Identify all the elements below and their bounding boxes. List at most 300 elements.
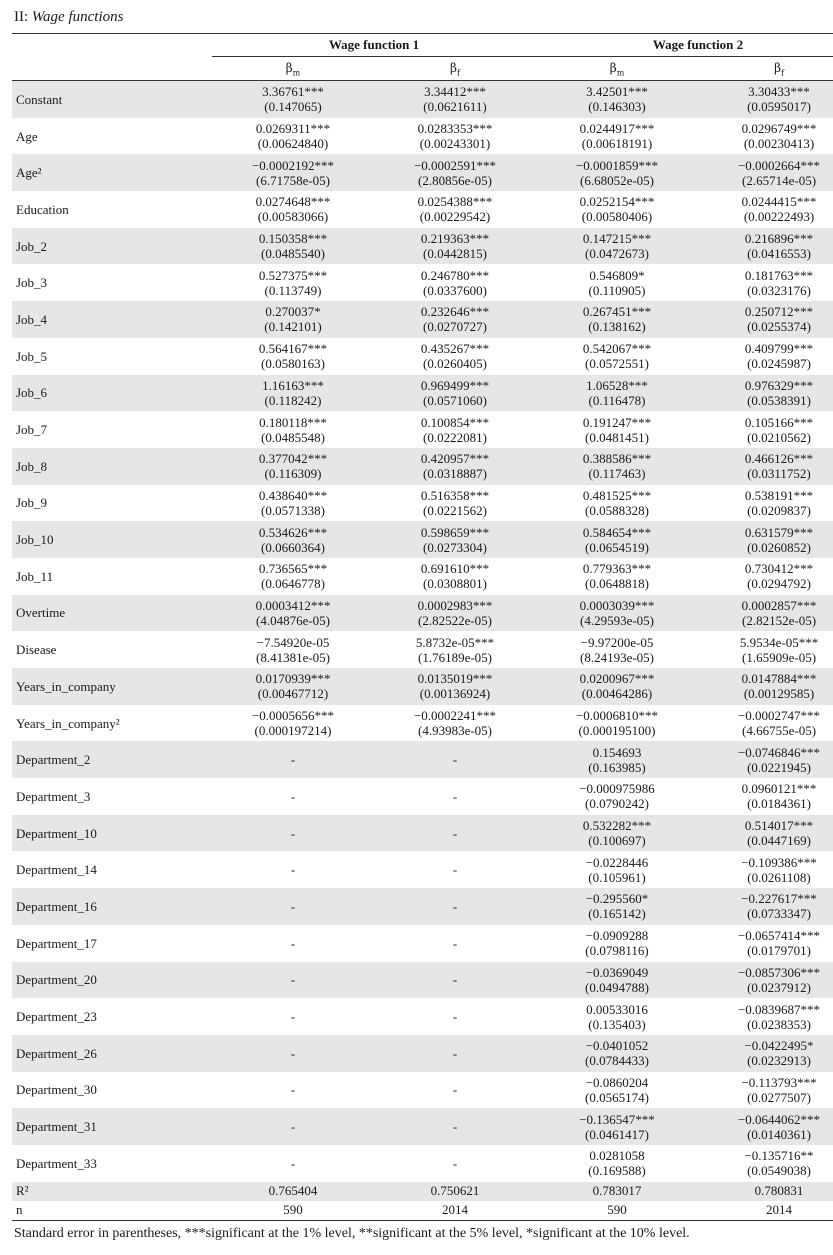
coefficient-cell <box>374 1035 536 1072</box>
coefficient-cell <box>374 118 536 155</box>
coefficient-cell <box>374 521 536 558</box>
coefficient-value: 0.736565*** <box>258 561 328 577</box>
standard-error-value: (0.00229542) <box>419 209 491 225</box>
coefficient-value: 0.409799*** <box>744 341 814 357</box>
coefficient-value: −0.0644062*** <box>737 1111 821 1127</box>
coefficient-value: −0.000975986 <box>579 781 655 797</box>
standard-error-value: (0.0442815) <box>423 246 487 262</box>
coefficient-value: 0.0002983*** <box>417 597 493 613</box>
coefficient-cell <box>212 888 374 925</box>
row-label: Education <box>16 201 69 217</box>
row-label: Department_31 <box>12 1108 212 1145</box>
coefficient-cell <box>374 191 536 228</box>
coefficient-cell <box>212 1072 374 1109</box>
coefficient-value: - <box>290 788 296 804</box>
standard-error-value: (0.0549038) <box>747 1163 811 1179</box>
caption-number: II: <box>14 9 29 25</box>
beta-header: $\beta_m$ <box>285 60 301 78</box>
standard-error-value: (0.0784433) <box>585 1053 649 1069</box>
standard-error-value: (0.0294792) <box>747 576 811 592</box>
stats-row <box>12 1201 833 1221</box>
coefficient-cell <box>698 448 833 485</box>
coefficient-cell <box>374 411 536 448</box>
standard-error-value: (0.0318887) <box>423 466 487 482</box>
standard-error-value: (0.00618191) <box>581 136 653 152</box>
coefficient-value: −0.0002192*** <box>251 157 335 173</box>
table-row <box>12 338 833 375</box>
coefficient-value: - <box>290 862 296 878</box>
row-label: Department_2 <box>12 741 212 778</box>
row-label: Job_10 <box>12 521 212 558</box>
coefficient-value: 0.0244415*** <box>741 194 817 210</box>
coefficient-cell <box>698 888 833 925</box>
coefficient-cell <box>536 485 698 522</box>
coefficient-value: - <box>452 862 458 878</box>
row-label: Years_in_company <box>12 668 212 705</box>
coefficient-cell <box>698 228 833 265</box>
row-label: Age² <box>12 154 212 191</box>
standard-error-value: (0.0311752) <box>747 466 811 482</box>
coefficient-value: −7.54920e-05 <box>256 634 330 650</box>
coefficient-value: 0.0200967*** <box>579 671 655 687</box>
standard-error-value: (4.04876e-05) <box>255 612 330 628</box>
coefficient-cell <box>698 778 833 815</box>
table-row <box>12 668 833 705</box>
coefficient-cell <box>698 595 833 632</box>
coefficient-value: 0.0960121*** <box>741 781 817 797</box>
coefficient-value: 0.435267*** <box>420 341 490 357</box>
corner-cell-2 <box>12 57 212 81</box>
table-row <box>12 264 833 301</box>
standard-error-value: (0.0245987) <box>747 356 811 372</box>
coefficient-value: - <box>452 788 458 804</box>
coefficient-cell <box>212 705 374 742</box>
coefficient-cell <box>536 668 698 705</box>
standard-error-value: (0.116478) <box>588 392 646 408</box>
coefficient-value: - <box>452 752 458 768</box>
coefficient-cell <box>536 1108 698 1145</box>
coefficient-cell <box>212 925 374 962</box>
coefficient-value: - <box>290 825 296 841</box>
table-row <box>12 485 833 522</box>
coefficient-cell <box>374 558 536 595</box>
standard-error-value: (0.00136924) <box>419 686 491 702</box>
coefficient-value: −0.0228446 <box>585 854 649 870</box>
coefficient-cell <box>212 1108 374 1145</box>
coefficient-value: 0.00533016 <box>586 1001 648 1017</box>
coefficient-value: 0.0252154*** <box>579 194 655 210</box>
row-label: Department_20 <box>12 962 212 999</box>
caption-title: Wage functions <box>31 9 124 25</box>
coefficient-value: 3.34412*** <box>424 84 486 100</box>
table-caption <box>14 9 123 26</box>
stats-value: 590 <box>283 1202 303 1218</box>
standard-error-value: (0.0221945) <box>747 759 811 775</box>
coefficient-value: 0.564167*** <box>258 341 328 357</box>
row-label: Years_in_company² <box>16 715 120 731</box>
row-label: Job_2 <box>12 228 212 265</box>
table-row <box>12 81 833 118</box>
group-header-row <box>12 34 833 57</box>
standard-error-value: (1.76189e-05) <box>418 649 493 665</box>
standard-error-value: (0.135403) <box>588 1016 646 1032</box>
standard-error-value: (0.0270727) <box>423 319 487 335</box>
row-label: Department_30 <box>16 1082 97 1098</box>
table-row <box>12 411 833 448</box>
coefficient-value: 0.180118*** <box>259 414 327 430</box>
table-row <box>12 118 833 155</box>
coefficient-value: - <box>452 1082 458 1098</box>
coefficient-value: 0.466126*** <box>744 451 814 467</box>
row-label: Job_3 <box>16 275 48 291</box>
coefficient-value: −0.0001859*** <box>575 157 659 173</box>
coefficient-cell <box>536 448 698 485</box>
standard-error-value: (0.0273304) <box>423 539 487 555</box>
coefficient-value: −0.0909288 <box>585 928 649 944</box>
coefficient-value: 0.584654*** <box>582 524 652 540</box>
standard-error-value: (1.65909e-05) <box>742 649 817 665</box>
coefficient-value: 1.06528*** <box>586 377 648 393</box>
coefficient-cell <box>698 1108 833 1145</box>
standard-error-value: (0.116309) <box>264 466 322 482</box>
coefficient-value: −0.0860204 <box>585 1074 649 1090</box>
coefficient-cell <box>374 264 536 301</box>
standard-error-value: (0.0179701) <box>747 943 811 959</box>
coefficient-value: 0.0002857*** <box>741 597 817 613</box>
stats-label: n <box>16 1202 23 1218</box>
coefficient-cell <box>698 338 833 375</box>
standard-error-value: (0.138162) <box>588 319 646 335</box>
coefficient-value: −0.0422495* <box>744 1038 814 1054</box>
coefficient-cell <box>698 705 833 742</box>
table-row <box>12 191 833 228</box>
standard-error-value: (0.0648818) <box>585 576 649 592</box>
stats-value: 0.750621 <box>374 1182 536 1201</box>
coefficient-cell <box>374 1145 536 1182</box>
coefficient-cell <box>536 118 698 155</box>
standard-error-value: (0.0232913) <box>747 1053 811 1069</box>
coefficient-value: −0.0005656*** <box>251 708 335 724</box>
coefficient-cell <box>212 558 374 595</box>
standard-error-value: (0.0461417) <box>585 1126 649 1142</box>
coefficient-cell <box>374 631 536 668</box>
standard-error-value: (0.118242) <box>264 392 322 408</box>
standard-error-value: (0.0790242) <box>585 796 649 812</box>
coefficient-value: −0.0839687*** <box>737 1001 821 1017</box>
coefficient-value: 0.546809* <box>589 267 645 283</box>
coefficient-cell <box>374 851 536 888</box>
row-label: Department_3 <box>16 788 91 804</box>
standard-error-value: (0.000197214) <box>254 723 332 739</box>
group-header-2: Wage function 2 <box>536 34 833 57</box>
beta-header: $\beta_m$ <box>609 60 625 78</box>
beta-header: $\beta_f$ <box>774 60 784 78</box>
coefficient-value: 0.377042*** <box>258 451 328 467</box>
coefficient-cell <box>212 521 374 558</box>
coefficient-cell <box>536 301 698 338</box>
table-row <box>12 1108 833 1145</box>
coefficient-value: 0.388586*** <box>582 451 652 467</box>
standard-error-value: (0.0595017) <box>747 99 811 115</box>
standard-error-value: (0.0260852) <box>747 539 811 555</box>
coefficient-value: 0.0296749*** <box>741 121 817 137</box>
coefficient-value: 0.527375*** <box>258 267 328 283</box>
standard-error-value: (0.0588328) <box>585 502 649 518</box>
standard-error-value: (0.146303) <box>588 99 646 115</box>
standard-error-value: (0.0565174) <box>585 1089 649 1105</box>
standard-error-value: (0.00243301) <box>419 136 491 152</box>
coefficient-value: - <box>290 1009 296 1025</box>
coefficient-cell <box>536 1072 698 1109</box>
coefficient-value: 0.216896*** <box>744 231 814 247</box>
standard-error-value: (0.0255374) <box>747 319 811 335</box>
coefficient-value: 0.150358*** <box>258 231 328 247</box>
stats-value: 0.765404 <box>212 1182 374 1201</box>
group-header-1: Wage function 1 <box>212 34 536 57</box>
coefficient-cell <box>698 962 833 999</box>
coefficient-cell <box>536 998 698 1035</box>
coefficient-cell <box>698 191 833 228</box>
coefficient-cell <box>536 705 698 742</box>
coefficient-value: 0.105166*** <box>744 414 814 430</box>
coefficient-cell <box>536 264 698 301</box>
coefficient-value: - <box>452 1045 458 1061</box>
coefficient-value: 0.0003039*** <box>579 597 655 613</box>
coefficient-value: 0.438640*** <box>258 487 328 503</box>
standard-error-value: (0.142101) <box>264 319 322 335</box>
coefficient-cell <box>698 631 833 668</box>
coefficient-value: 0.779363*** <box>582 561 652 577</box>
coefficient-cell <box>536 851 698 888</box>
coefficient-value: −0.0657414*** <box>737 928 821 944</box>
corner-cell <box>12 34 212 57</box>
coefficient-value: 0.219363*** <box>420 231 490 247</box>
coefficient-value: 0.532282*** <box>582 818 652 834</box>
coefficient-value: 1.16163*** <box>262 377 324 393</box>
coefficient-cell <box>212 815 374 852</box>
table-row <box>12 778 833 815</box>
standard-error-value: (2.80856e-05) <box>418 172 493 188</box>
row-label: Job_4 <box>12 301 212 338</box>
coefficient-value: 0.0170939*** <box>255 671 331 687</box>
standard-error-value: (0.0238353) <box>747 1016 811 1032</box>
standard-error-value: (0.0660364) <box>261 539 325 555</box>
row-label: Department_10 <box>12 815 212 852</box>
coefficient-cell <box>212 851 374 888</box>
row-label: Job_6 <box>12 375 212 412</box>
standard-error-value: (0.147065) <box>264 99 322 115</box>
beta-header-row <box>12 57 833 81</box>
coefficient-value: 0.270037* <box>265 304 321 320</box>
standard-error-value: (0.0485548) <box>261 429 325 445</box>
table-row <box>12 595 833 632</box>
coefficient-cell <box>212 741 374 778</box>
coefficient-cell <box>374 705 536 742</box>
stats-row <box>12 1182 833 1201</box>
coefficient-cell <box>374 888 536 925</box>
standard-error-value: (8.24193e-05) <box>580 649 655 665</box>
standard-error-value: (0.00129585) <box>743 686 815 702</box>
standard-error-value: (0.165142) <box>588 906 646 922</box>
coefficient-cell <box>698 998 833 1035</box>
coefficient-cell <box>374 81 536 118</box>
coefficient-cell <box>212 998 374 1035</box>
standard-error-value: (0.00230413) <box>743 136 815 152</box>
coefficient-cell <box>536 962 698 999</box>
standard-error-value: (4.29593e-05) <box>580 612 655 628</box>
coefficient-cell <box>536 154 698 191</box>
coefficient-value: 0.0003412*** <box>255 597 331 613</box>
coefficient-value: 0.516358*** <box>420 487 490 503</box>
coefficient-cell <box>374 595 536 632</box>
coefficient-value: 0.154693 <box>592 744 642 760</box>
coefficient-value: −0.136547*** <box>579 1111 655 1127</box>
coefficient-value: 0.481525*** <box>582 487 652 503</box>
table-row <box>12 228 833 265</box>
coefficient-cell <box>536 338 698 375</box>
coefficient-value: −0.0002664*** <box>737 157 821 173</box>
coefficient-cell <box>536 741 698 778</box>
coefficient-value: 0.691610*** <box>420 561 490 577</box>
table-row <box>12 301 833 338</box>
coefficient-value: 0.969499*** <box>420 377 490 393</box>
coefficient-value: 0.976329*** <box>744 377 814 393</box>
coefficient-cell <box>374 962 536 999</box>
coefficient-cell <box>212 595 374 632</box>
standard-error-value: (0.0337600) <box>423 282 487 298</box>
standard-error-value: (0.0733347) <box>747 906 811 922</box>
row-label: Department_33 <box>16 1155 97 1171</box>
coefficient-cell <box>212 264 374 301</box>
table-row <box>12 815 833 852</box>
coefficient-cell <box>212 448 374 485</box>
standard-error-value: (0.00624840) <box>257 136 329 152</box>
coefficient-cell <box>212 485 374 522</box>
coefficient-value: −0.0857306*** <box>737 964 821 980</box>
coefficient-cell <box>698 375 833 412</box>
row-label: Overtime <box>12 595 212 632</box>
coefficient-cell <box>212 1145 374 1182</box>
standard-error-value: (0.00467712) <box>257 686 329 702</box>
coefficient-cell <box>374 668 536 705</box>
coefficient-value: 0.0135019*** <box>417 671 493 687</box>
coefficient-value: 0.631579*** <box>744 524 814 540</box>
coefficient-cell <box>374 815 536 852</box>
stats-value: 0.780831 <box>698 1182 833 1201</box>
coefficient-cell <box>698 1072 833 1109</box>
table-row <box>12 448 833 485</box>
coefficient-value: - <box>452 935 458 951</box>
row-label: Department_16 <box>12 888 212 925</box>
coefficient-value: - <box>290 972 296 988</box>
standard-error-value: (0.00464286) <box>581 686 653 702</box>
standard-error-value: (0.0222081) <box>423 429 487 445</box>
standard-error-value: (0.0485540) <box>261 246 325 262</box>
standard-error-value: (0.0481451) <box>585 429 649 445</box>
coefficient-value: 5.9534e-05*** <box>739 634 819 650</box>
row-label: Department_26 <box>12 1035 212 1072</box>
coefficient-cell <box>536 521 698 558</box>
table-row <box>12 851 833 888</box>
coefficient-value: - <box>290 1155 296 1171</box>
coefficient-value: −0.109386*** <box>741 854 817 870</box>
coefficient-value: 0.250712*** <box>744 304 814 320</box>
coefficient-cell <box>212 338 374 375</box>
coefficient-value: 0.598659*** <box>420 524 490 540</box>
coefficient-value: 0.147215*** <box>582 231 652 247</box>
standard-error-value: (0.0654519) <box>585 539 649 555</box>
coefficient-cell <box>698 815 833 852</box>
coefficient-value: 0.191247*** <box>582 414 652 430</box>
coefficient-cell <box>698 264 833 301</box>
row-label: Job_5 <box>16 348 48 364</box>
coefficient-value: 0.100854*** <box>420 414 490 430</box>
coefficient-cell <box>536 1145 698 1182</box>
coefficient-value: −0.0002591*** <box>413 157 497 173</box>
coefficient-cell <box>374 1072 536 1109</box>
stats-label: R² <box>12 1182 212 1201</box>
coefficient-cell <box>536 595 698 632</box>
coefficient-cell <box>698 154 833 191</box>
coefficient-cell <box>374 1108 536 1145</box>
coefficient-cell <box>374 778 536 815</box>
coefficient-value: 0.542067*** <box>582 341 652 357</box>
coefficient-cell <box>374 375 536 412</box>
coefficient-cell <box>698 741 833 778</box>
standard-error-value: (2.82152e-05) <box>742 612 817 628</box>
standard-error-value: (8.41381e-05) <box>255 649 330 665</box>
standard-error-value: (0.0261108) <box>747 869 811 885</box>
coefficient-cell <box>212 631 374 668</box>
coefficient-value: - <box>290 1045 296 1061</box>
standard-error-value: (0.169588) <box>588 1163 646 1179</box>
coefficient-cell <box>698 118 833 155</box>
standard-error-value: (0.0184361) <box>747 796 811 812</box>
coefficient-value: −0.0401052 <box>585 1038 649 1054</box>
table-row <box>12 1072 833 1109</box>
coefficient-cell <box>536 925 698 962</box>
row-label: Department_14 <box>16 862 97 878</box>
coefficient-value: 0.246780*** <box>420 267 490 283</box>
beta-header: $\beta_f$ <box>450 60 460 78</box>
table-note: Standard error in parentheses, ***significant at the 1% level, **significant at the 5% level, *significant at the 10% level. <box>14 1226 690 1241</box>
row-label: Age <box>16 128 38 144</box>
coefficient-cell <box>374 154 536 191</box>
standard-error-value: (0.0580163) <box>261 356 325 372</box>
standard-error-value: (0.117463) <box>588 466 646 482</box>
coefficient-cell <box>374 998 536 1035</box>
coefficient-cell <box>698 668 833 705</box>
coefficient-value: - <box>452 972 458 988</box>
coefficient-value: 0.267451*** <box>582 304 652 320</box>
coefficient-value: 3.30433*** <box>748 84 810 100</box>
standard-error-value: (0.0571060) <box>423 392 487 408</box>
coefficient-value: −0.135716** <box>744 1148 814 1164</box>
coefficient-value: 0.534626*** <box>258 524 328 540</box>
coefficient-value: 0.0283353*** <box>417 121 493 137</box>
standard-error-value: (2.82522e-05) <box>418 612 493 628</box>
coefficient-cell <box>536 778 698 815</box>
table-row <box>12 558 833 595</box>
coefficient-value: 0.730412*** <box>744 561 814 577</box>
standard-error-value: (0.000195100) <box>578 723 656 739</box>
table-row <box>12 962 833 999</box>
coefficient-value: −0.0369049 <box>585 964 649 980</box>
standard-error-value: (0.0140361) <box>747 1126 811 1142</box>
coefficient-value: −9.97200e-05 <box>580 634 654 650</box>
coefficient-value: −0.0002747*** <box>737 708 821 724</box>
table-row <box>12 705 833 742</box>
